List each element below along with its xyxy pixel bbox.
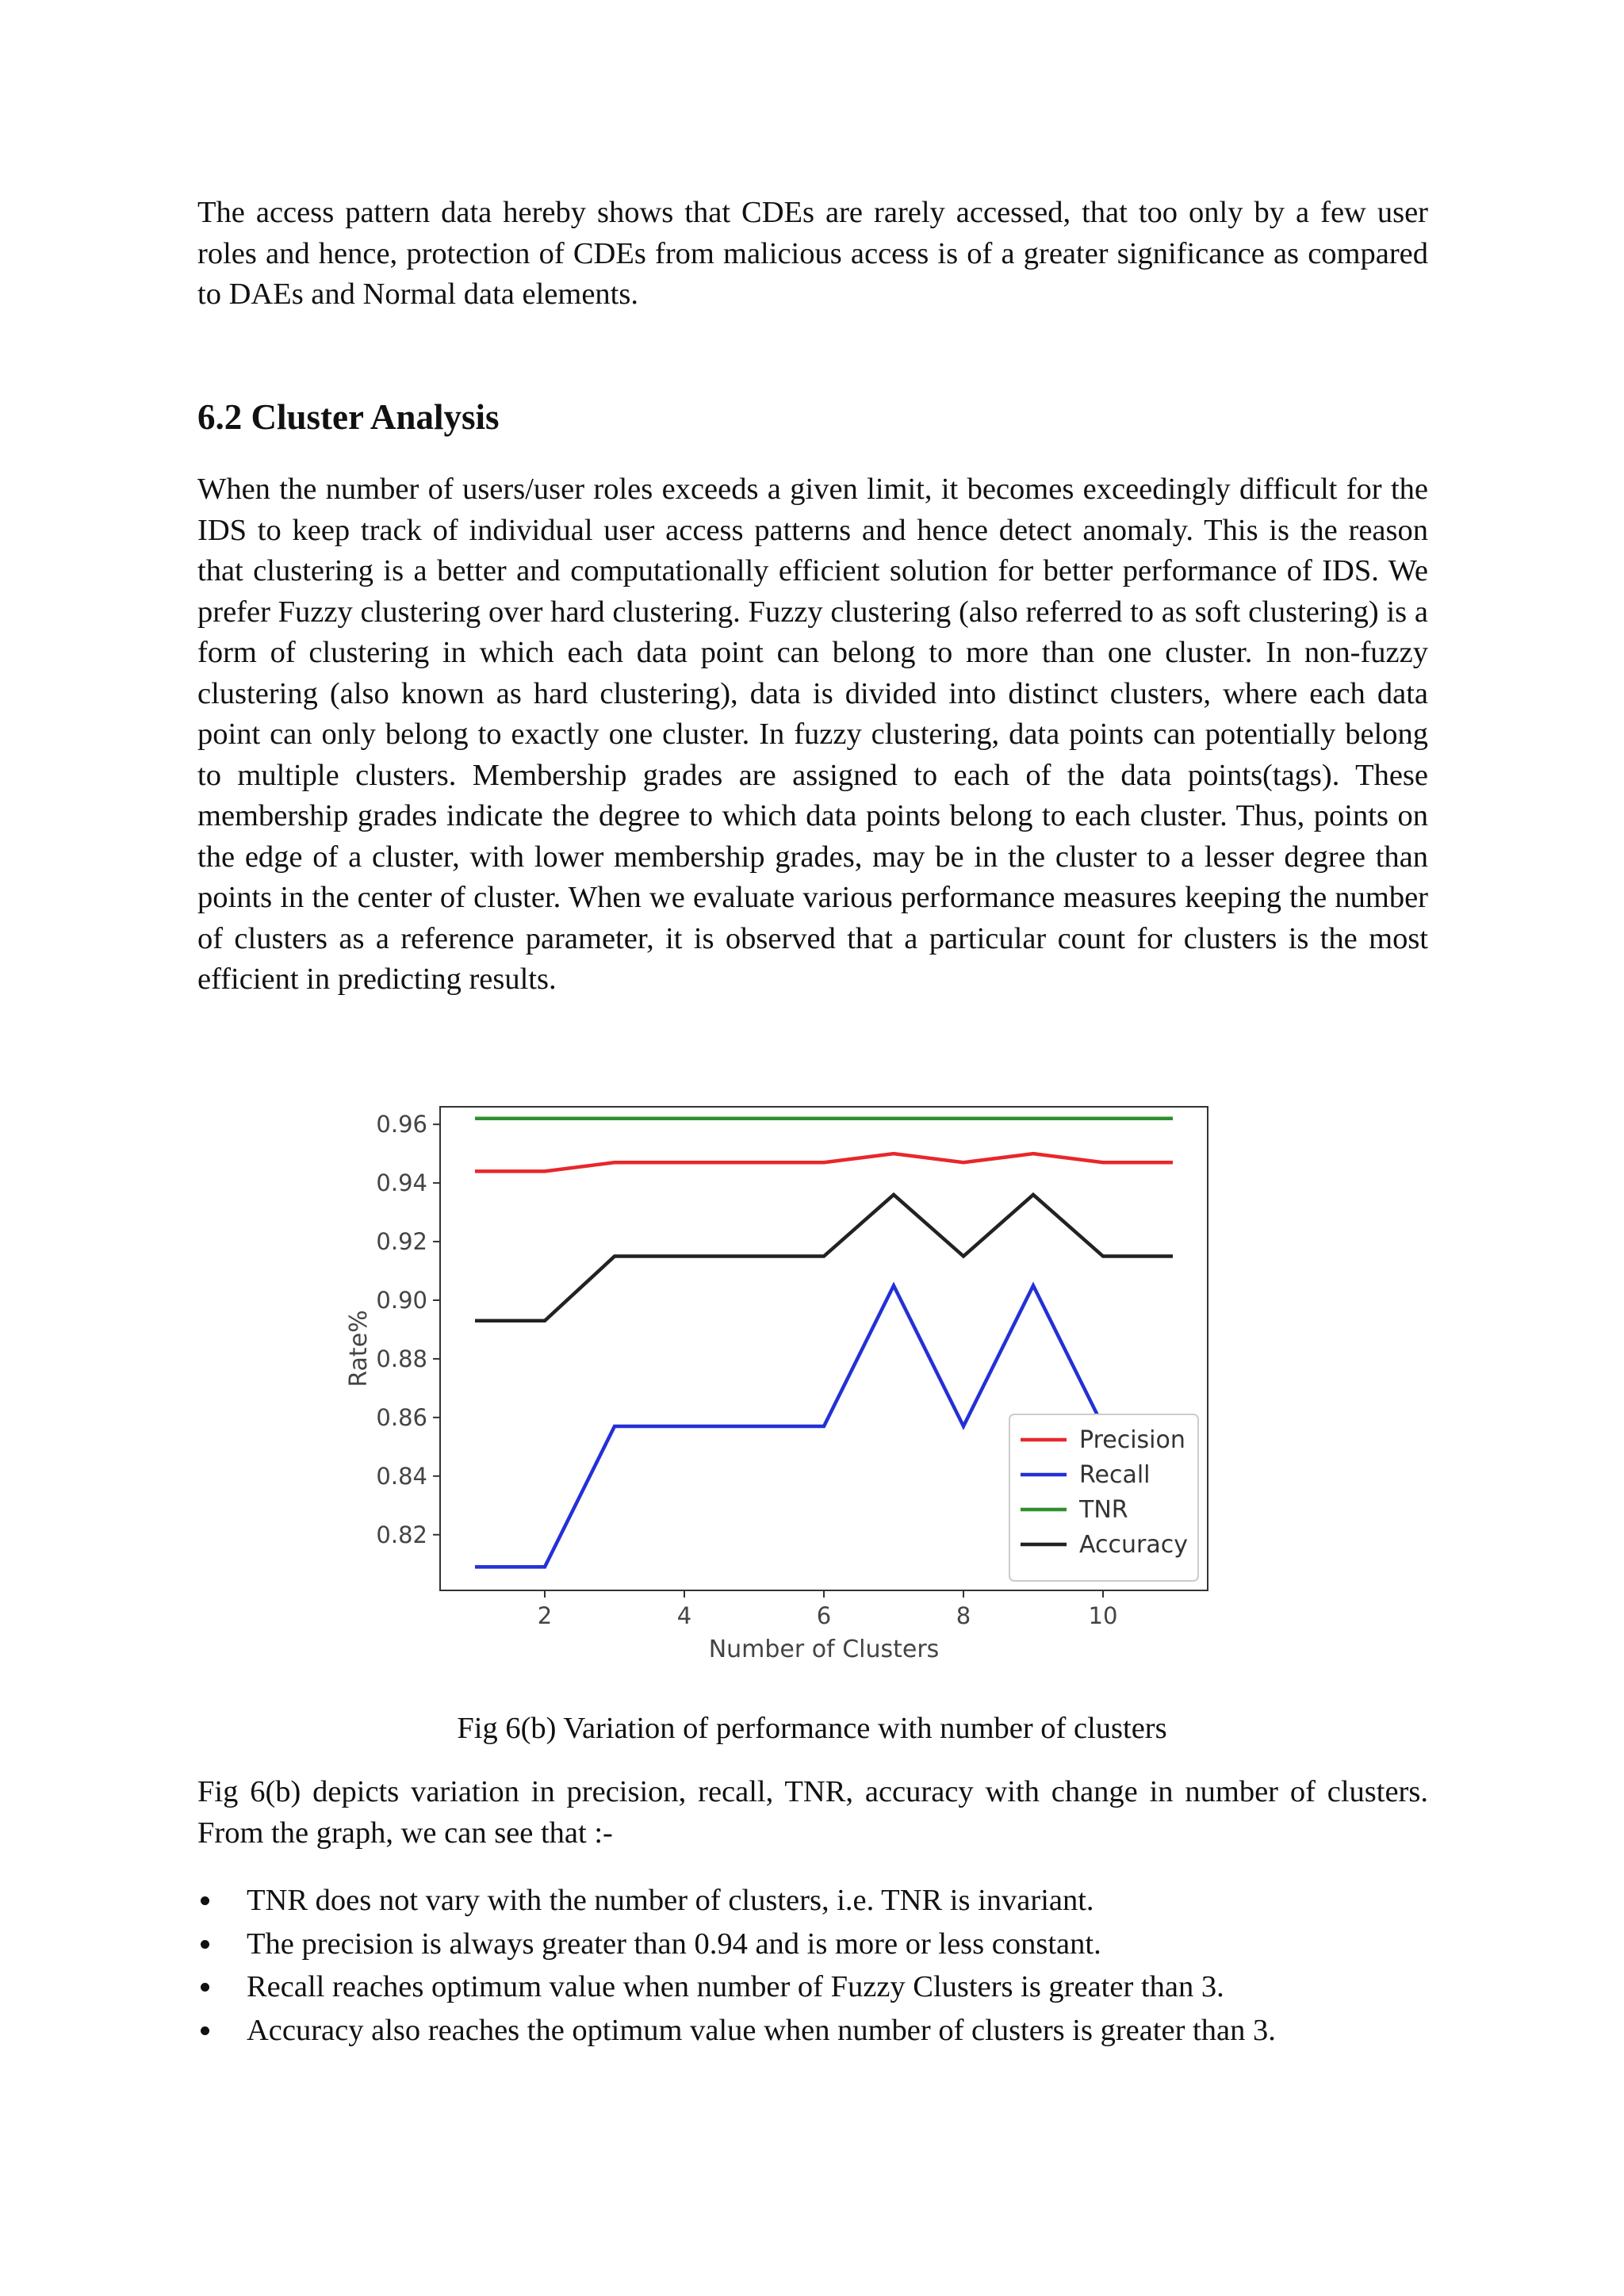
cluster-analysis-paragraph: When the number of users/user roles exceeds a given limit, it becomes exceedingly difficult for the IDS to keep track of individual user access patterns and hence detect anomaly. This is the reason that clustering is a better and computationally efficient solution for better performance of IDS. We prefer Fuzzy clustering over hard clustering. Fuzzy clustering (also referred to as soft clustering) is a form of clustering in which each data point can belong to more than one cluster. In non-fuzzy clustering (also known as hard clustering), data is divided into distinct clusters, where each data point can only belong to exactly one cluster. In fuzzy clustering, data points can potentially belong to multiple clusters. Membership grades are assigned to each of the data points(tags). These membership grades indicate the degree to which data points belong to each cluster. Thus, points on the edge of a cluster, with lower membership grades, may be in the cluster to a lesser degree than points in the center of cluster. When we evaluate various performance measures keeping the number of clusters as a reference parameter, it is observed that a particular count for clusters is the most efficient in predicting results.	[197, 473, 1428, 996]
x-tick-label: 4	[676, 1602, 692, 1629]
bullet-icon	[201, 1940, 209, 1949]
bullet-icon	[201, 1983, 209, 1992]
y-tick-label: 0.82	[376, 1521, 427, 1548]
y-axis-label: Rate%	[345, 1310, 373, 1387]
legend-label: TNR	[1079, 1496, 1128, 1524]
performance-line-chart	[317, 1094, 1229, 1685]
y-tick-label: 0.94	[376, 1169, 427, 1197]
list-item	[197, 1879, 1434, 1923]
x-tick-label: 10	[1088, 1602, 1118, 1629]
bullet-icon	[201, 2026, 209, 2035]
y-tick-label: 0.84	[376, 1462, 427, 1490]
list-item	[197, 1923, 1434, 1966]
y-tick-label: 0.86	[376, 1403, 427, 1431]
y-tick-label: 0.92	[376, 1228, 427, 1256]
y-tick-label: 0.96	[376, 1111, 427, 1138]
bullet-icon	[201, 1896, 209, 1905]
list-item	[197, 1965, 1434, 2009]
section-heading: 6.2 Cluster Analysis	[197, 397, 500, 437]
list-item-text: Recall reaches optimum value when number of Fuzzy Clusters is greater than 3.	[247, 1970, 1224, 2003]
y-tick-label: 0.90	[376, 1287, 427, 1314]
findings-list	[197, 1879, 1434, 2052]
list-item-text: TNR does not vary with the number of clusters, i.e. TNR is invariant.	[247, 1884, 1094, 1917]
legend-label: Precision	[1079, 1426, 1185, 1454]
figure-description-paragraph: Fig 6(b) depicts variation in precision, recall, TNR, accuracy with change in number of clusters. From the graph, we can see that :-	[197, 1775, 1428, 1850]
x-tick-label: 2	[537, 1602, 553, 1629]
intro-paragraph: The access pattern data hereby shows that CDEs are rarely accessed, that too only by a few user roles and hence, protection of CDEs from malicious access is of a greater significance as compared to DAEs and Normal data elements.	[197, 196, 1428, 311]
legend-label: Recall	[1079, 1461, 1151, 1489]
x-tick-label: 6	[816, 1602, 832, 1629]
y-tick-label: 0.88	[376, 1345, 427, 1372]
figure-caption: Fig 6(b) Variation of performance with number of clusters	[457, 1712, 1167, 1745]
legend-label: Accuracy	[1079, 1531, 1188, 1559]
list-item-text: The precision is always greater than 0.94 and is more or less constant.	[247, 1927, 1101, 1961]
list-item-text: Accuracy also reaches the optimum value when number of clusters is greater than 3.	[247, 2013, 1276, 2047]
x-tick-label: 8	[956, 1602, 971, 1629]
list-item	[197, 2009, 1434, 2053]
x-axis-label: Number of Clusters	[708, 1636, 940, 1663]
